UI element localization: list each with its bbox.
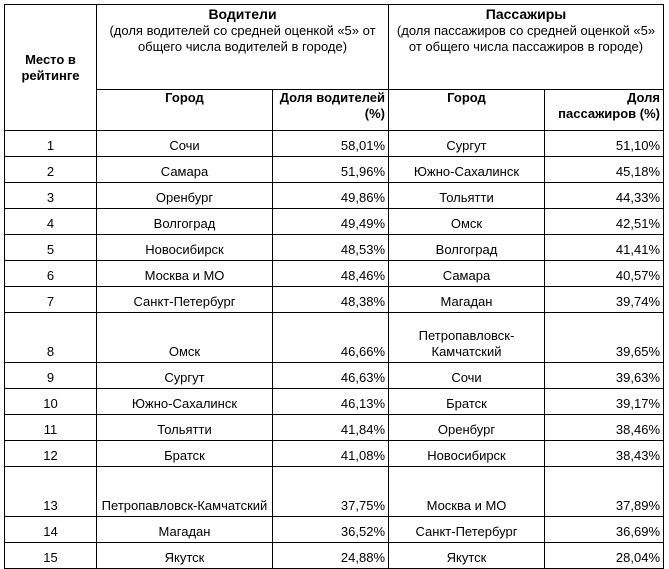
driver-share-cell: 46,13% [273, 389, 389, 415]
driver-city-cell: Москва и МО [97, 261, 273, 287]
passenger-city-cell: Тольятти [389, 183, 545, 209]
passenger-share-cell: 39,65% [545, 313, 664, 363]
driver-city-cell: Братск [97, 441, 273, 467]
passenger-city-cell: Петропавловск-Камчатский [389, 313, 545, 363]
driver-share-cell: 36,52% [273, 517, 389, 543]
passenger-city-cell: Москва и МО [389, 467, 545, 517]
table-row [5, 415, 664, 441]
table-row [5, 389, 664, 415]
driver-city-cell: Омск [97, 313, 273, 363]
driver-city-cell: Магадан [97, 517, 273, 543]
place-cell: 3 [5, 183, 97, 209]
driver-city-cell: Новосибирск [97, 235, 273, 261]
passengers-share-header: Доля пассажиров (%) [545, 90, 664, 131]
drivers-group-header [97, 5, 389, 90]
passenger-city-cell: Самара [389, 261, 545, 287]
driver-share-cell: 41,08% [273, 441, 389, 467]
driver-share-cell: 48,38% [273, 287, 389, 313]
passenger-share-cell: 45,18% [545, 157, 664, 183]
driver-share-cell: 58,01% [273, 131, 389, 157]
passenger-city-cell: Волгоград [389, 235, 545, 261]
driver-share-cell: 24,88% [273, 543, 389, 569]
passenger-share-cell: 41,41% [545, 235, 664, 261]
passenger-share-cell: 39,17% [545, 389, 664, 415]
driver-city-cell: Сочи [97, 131, 273, 157]
place-cell: 9 [5, 363, 97, 389]
driver-city-cell: Санкт-Петербург [97, 287, 273, 313]
passenger-share-cell: 39,63% [545, 363, 664, 389]
driver-share-cell: 46,63% [273, 363, 389, 389]
passengers-title: Пассажиры [485, 6, 567, 22]
driver-share-cell: 41,84% [273, 415, 389, 441]
passenger-city-cell: Южно-Сахалинск [389, 157, 545, 183]
table-row [5, 517, 664, 543]
passenger-share-cell: 28,04% [545, 543, 664, 569]
passenger-share-cell: 44,33% [545, 183, 664, 209]
place-cell: 15 [5, 543, 97, 569]
drivers-subtitle: (доля водителей со средней оценкой «5» от общего числа водителей в городе) [109, 23, 376, 54]
table-row [5, 287, 664, 313]
passenger-share-cell: 51,10% [545, 131, 664, 157]
place-cell: 11 [5, 415, 97, 441]
rating-table-body [5, 131, 664, 569]
drivers-city-header: Город [97, 90, 273, 131]
driver-share-cell: 49,86% [273, 183, 389, 209]
table-row [5, 363, 664, 389]
table-row [5, 209, 664, 235]
driver-share-cell: 49,49% [273, 209, 389, 235]
place-cell: 4 [5, 209, 97, 235]
driver-share-cell: 48,53% [273, 235, 389, 261]
passenger-city-cell: Сочи [389, 363, 545, 389]
driver-share-cell: 48,46% [273, 261, 389, 287]
passenger-city-cell: Братск [389, 389, 545, 415]
table-row [5, 131, 664, 157]
passenger-city-cell: Санкт-Петербург [389, 517, 545, 543]
passenger-city-cell: Новосибирск [389, 441, 545, 467]
passengers-subtitle: (доля пассажиров со средней оценкой «5» от общего числа пассажиров в городе) [396, 23, 656, 54]
passenger-share-cell: 37,89% [545, 467, 664, 517]
passenger-share-cell: 38,43% [545, 441, 664, 467]
driver-city-cell: Оренбург [97, 183, 273, 209]
passenger-share-cell: 40,57% [545, 261, 664, 287]
driver-city-cell: Южно-Сахалинск [97, 389, 273, 415]
place-cell: 13 [5, 467, 97, 517]
passenger-city-cell: Оренбург [389, 415, 545, 441]
driver-city-cell: Волгоград [97, 209, 273, 235]
driver-city-cell: Самара [97, 157, 273, 183]
passenger-city-cell: Магадан [389, 287, 545, 313]
driver-city-cell: Петропавловск-Камчатский [97, 467, 273, 517]
passengers-group-header [389, 5, 664, 90]
place-cell: 2 [5, 157, 97, 183]
driver-city-cell: Тольятти [97, 415, 273, 441]
table-row [5, 467, 664, 517]
drivers-share-header: Доля водителей (%) [273, 90, 389, 131]
table-row [5, 235, 664, 261]
passenger-city-cell: Якутск [389, 543, 545, 569]
table-row [5, 313, 664, 363]
driver-share-cell: 46,66% [273, 313, 389, 363]
place-cell: 12 [5, 441, 97, 467]
place-cell: 10 [5, 389, 97, 415]
table-row [5, 543, 664, 569]
passenger-share-cell: 38,46% [545, 415, 664, 441]
passenger-share-cell: 42,51% [545, 209, 664, 235]
passenger-city-cell: Сургут [389, 131, 545, 157]
table-row [5, 261, 664, 287]
passenger-share-cell: 39,74% [545, 287, 664, 313]
table-row [5, 183, 664, 209]
driver-share-cell: 51,96% [273, 157, 389, 183]
place-cell: 5 [5, 235, 97, 261]
place-cell: 7 [5, 287, 97, 313]
driver-share-cell: 37,75% [273, 467, 389, 517]
place-header: Место в рейтинге [5, 5, 97, 131]
passenger-city-cell: Омск [389, 209, 545, 235]
place-cell: 8 [5, 313, 97, 363]
passengers-city-header: Город [389, 90, 545, 131]
drivers-title: Водители [208, 6, 277, 22]
passenger-share-cell: 36,69% [545, 517, 664, 543]
place-cell: 1 [5, 131, 97, 157]
rating-table [4, 4, 664, 569]
table-row [5, 441, 664, 467]
driver-city-cell: Сургут [97, 363, 273, 389]
place-cell: 6 [5, 261, 97, 287]
driver-city-cell: Якутск [97, 543, 273, 569]
table-row [5, 157, 664, 183]
place-cell: 14 [5, 517, 97, 543]
